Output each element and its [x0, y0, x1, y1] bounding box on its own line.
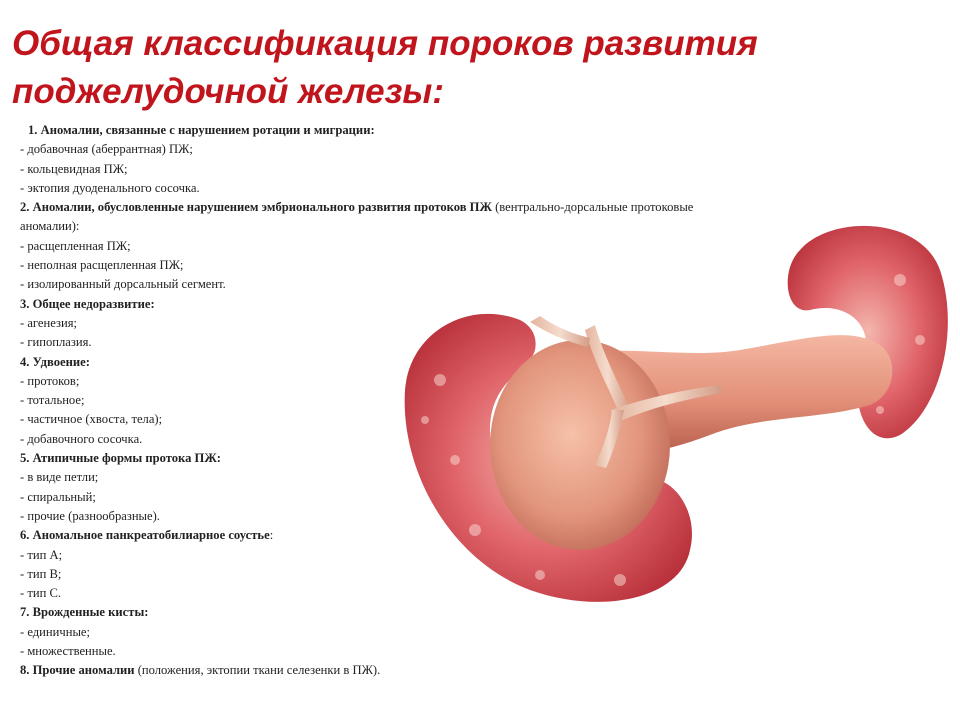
list-item: - тип В;	[20, 566, 62, 581]
section-heading-row	[20, 526, 920, 545]
list-item: - добавочного сосочка.	[20, 431, 143, 446]
section-heading: 8. Прочие аномалии	[20, 663, 135, 678]
list-item: - изолированный дорсальный сегмент.	[20, 277, 226, 292]
section-heading-note: (вентрально-дорсальные протоковые	[491, 200, 694, 215]
list-item: - в виде петли;	[20, 470, 99, 485]
list-item: - добавочная (аберрантная) ПЖ;	[20, 142, 193, 157]
list-item: - прочие (разнообразные).	[20, 508, 160, 523]
title-line-2: поджелудочной железы:	[12, 72, 444, 111]
list-item: - тип А;	[20, 547, 63, 562]
list-item: - эктопия дуоденального сосочка.	[20, 180, 200, 195]
list-item: - расщепленная ПЖ;	[20, 238, 131, 253]
slide-title	[12, 20, 942, 116]
list-item: - тип С.	[20, 586, 62, 601]
list-item: - протоков;	[20, 373, 80, 388]
section-heading-row	[20, 198, 920, 217]
list-item: - гипоплазия.	[20, 335, 92, 350]
list-item: - частичное (хвоста, тела);	[20, 412, 163, 427]
title-line-1: Общая классификация пороков развития	[12, 24, 758, 63]
section-heading: 1. Аномалии, связанные с нарушением ротации и миграции:	[28, 123, 375, 137]
section-heading-row	[20, 661, 920, 680]
section-heading: 5. Атипичные формы протока ПЖ:	[20, 451, 221, 466]
list-item: - неполная расщепленная ПЖ;	[20, 258, 184, 273]
list-item: - спиральный;	[20, 489, 96, 504]
section-heading: 3. Общее недоразвитие:	[20, 296, 155, 311]
list-item: - единичные;	[20, 624, 91, 639]
list-item: - кольцевидная ПЖ;	[20, 161, 128, 176]
section-heading: 6. Аномальное панкреатобилиарное соустье	[20, 528, 270, 543]
list-item: - агенезия;	[20, 315, 78, 330]
classification-list	[20, 121, 920, 681]
section-heading-note: :	[269, 528, 274, 543]
list-item: - множественные.	[20, 644, 116, 659]
section-heading: 7. Врожденные кисты:	[20, 605, 149, 620]
section-heading-note: (положения, эктопии ткани селезенки в ПЖ).	[134, 663, 381, 678]
list-item: - тотальное;	[20, 393, 85, 408]
section-heading-continuation: аномалии):	[20, 219, 80, 234]
section-heading: 2. Аномалии, обусловленные нарушением эмбрионального развития протоков ПЖ	[20, 200, 492, 215]
section-heading: 4. Удвоение:	[20, 354, 90, 369]
